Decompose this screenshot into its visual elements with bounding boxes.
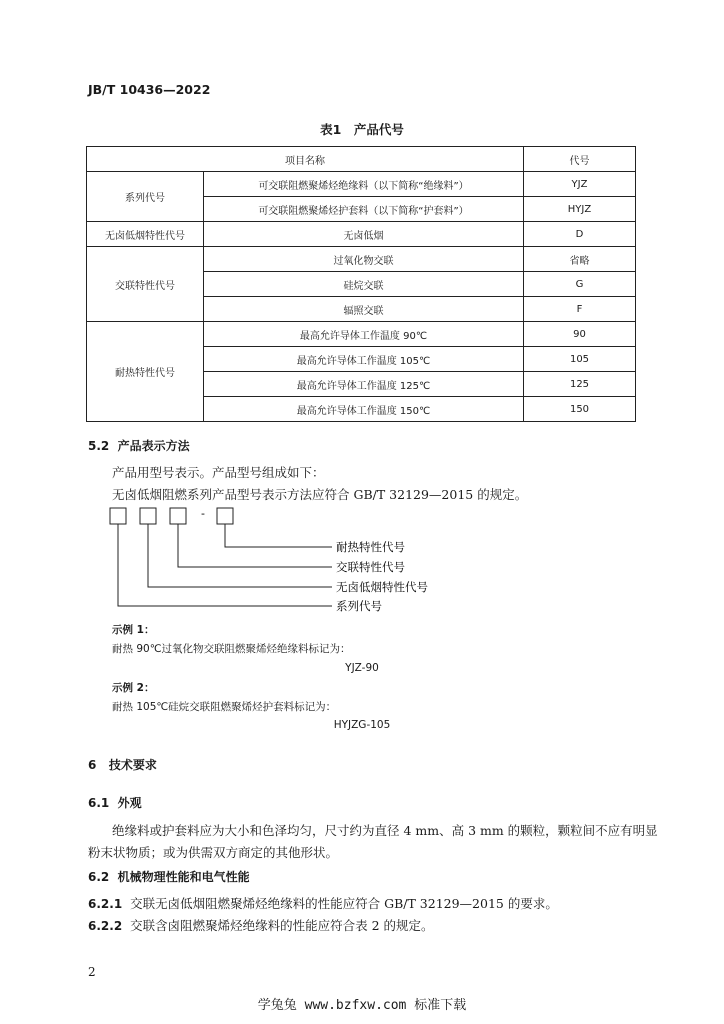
- table-caption: 表1 产品代号: [320, 122, 404, 137]
- example-2-text: 耐热 105℃硅烷交联阻燃聚烯烃护套料标记为：: [112, 701, 337, 713]
- section-title: 技术要求: [108, 758, 157, 772]
- diagram-label-series: 系列代号: [336, 599, 382, 613]
- item-cell: 可交联阻燃聚烯烃护套料（以下简称“护套料”）: [204, 197, 524, 222]
- group-label: 无卤低烟特性代号: [87, 222, 204, 247]
- item-cell: 最高允许导体工作温度 125℃: [204, 372, 524, 397]
- section-title: 机械物理性能和电气性能: [117, 870, 250, 884]
- section-6-2-heading: [88, 868, 250, 885]
- code-cell: HYJZ: [524, 197, 636, 222]
- section-title: 产品表示方法: [117, 439, 190, 453]
- table-header-row: [87, 147, 636, 172]
- page-number: 2: [88, 965, 96, 979]
- example-2-label: 示例 2：: [112, 682, 155, 694]
- section-number: 5.2: [88, 439, 110, 453]
- item-cell: 过氧化物交联: [204, 247, 524, 272]
- section-number: 6: [88, 758, 97, 772]
- standard-number: JB/T 10436—2022: [88, 82, 211, 97]
- table-row: [87, 222, 636, 247]
- table-row: [87, 247, 636, 272]
- code-cell: D: [524, 222, 636, 247]
- paragraph: 产品用型号表示。产品型号组成如下：: [112, 465, 325, 480]
- column-header-code: 代号: [524, 147, 636, 172]
- item-cell: 辐照交联: [204, 297, 524, 322]
- section-number: 6.1: [88, 796, 110, 810]
- code-cell: F: [524, 297, 636, 322]
- clause-text: 交联含卤阻燃聚烯烃绝缘料的性能应符合表 2 的规定。: [130, 918, 434, 933]
- code-cell: 90: [524, 322, 636, 347]
- paragraph-line: 绝缘料或护套料应为大小和色泽均匀，尺寸约为直径 4 mm、高 3 mm 的颗粒，颗粒间不应有明显: [112, 823, 658, 838]
- clause-text: 交联无卤低烟阻燃聚烯烃绝缘料的性能应符合 GB/T 32129—2015 的要求。: [130, 896, 558, 911]
- code-box-heat: [217, 508, 233, 524]
- section-6-1-heading: [88, 794, 142, 811]
- table-row: [87, 322, 636, 347]
- code-box-halogen-free: [140, 508, 156, 524]
- code-box-series: [110, 508, 126, 524]
- clause-6-2-2: [88, 916, 434, 934]
- code-cell: 125: [524, 372, 636, 397]
- code-cell: YJZ: [524, 172, 636, 197]
- clause-6-2-1: [88, 894, 558, 912]
- code-cell: 省略: [524, 247, 636, 272]
- watermark: 学兔兔 www.bzfxw.com 标准下载: [257, 998, 467, 1013]
- model-code-diagram: [100, 500, 460, 615]
- item-cell: 最高允许导体工作温度 90℃: [204, 322, 524, 347]
- code-dash: -: [201, 507, 205, 520]
- example-1-text: 耐热 90℃过氧化物交联阻燃聚烯烃绝缘料标记为：: [112, 643, 351, 655]
- product-code-table: [86, 146, 636, 422]
- column-header-item: 项目名称: [87, 147, 524, 172]
- code-cell: 105: [524, 347, 636, 372]
- example-1-code: YJZ-90: [345, 662, 379, 674]
- item-cell: 无卤低烟: [204, 222, 524, 247]
- item-cell: 硅烷交联: [204, 272, 524, 297]
- item-cell: 最高允许导体工作温度 105℃: [204, 347, 524, 372]
- code-cell: 150: [524, 397, 636, 422]
- diagram-label-heat: 耐热特性代号: [336, 540, 405, 554]
- clause-number: 6.2.1: [88, 897, 123, 911]
- paragraph: 无卤低烟阻燃系列产品型号表示方法应符合 GB/T 32129—2015 的规定。: [112, 487, 528, 502]
- section-title: 外观: [117, 796, 142, 810]
- section-number: 6.2: [88, 870, 110, 884]
- leader-line-heat: [225, 524, 332, 547]
- example-2-code: HYJZG-105: [333, 719, 391, 731]
- item-cell: 最高允许导体工作温度 150℃: [204, 397, 524, 422]
- diagram-label-crosslink: 交联特性代号: [336, 560, 405, 574]
- section-5-2-heading: [88, 437, 190, 454]
- clause-number: 6.2.2: [88, 919, 123, 933]
- group-label: 耐热特性代号: [87, 322, 204, 422]
- group-label: 系列代号: [87, 172, 204, 222]
- table-row: [87, 172, 636, 197]
- leader-line-halogen-free: [148, 524, 332, 587]
- section-6-heading: [88, 756, 157, 773]
- code-cell: G: [524, 272, 636, 297]
- example-1-label: 示例 1：: [112, 624, 155, 636]
- diagram-label-halogen-free: 无卤低烟特性代号: [336, 580, 428, 594]
- group-label: 交联特性代号: [87, 247, 204, 322]
- item-cell: 可交联阻燃聚烯烃绝缘料（以下简称“绝缘料”）: [204, 172, 524, 197]
- paragraph-line: 粉末状物质；或为供需双方商定的其他形状。: [88, 845, 339, 860]
- code-box-crosslink: [170, 508, 186, 524]
- leader-line-crosslink: [178, 524, 332, 567]
